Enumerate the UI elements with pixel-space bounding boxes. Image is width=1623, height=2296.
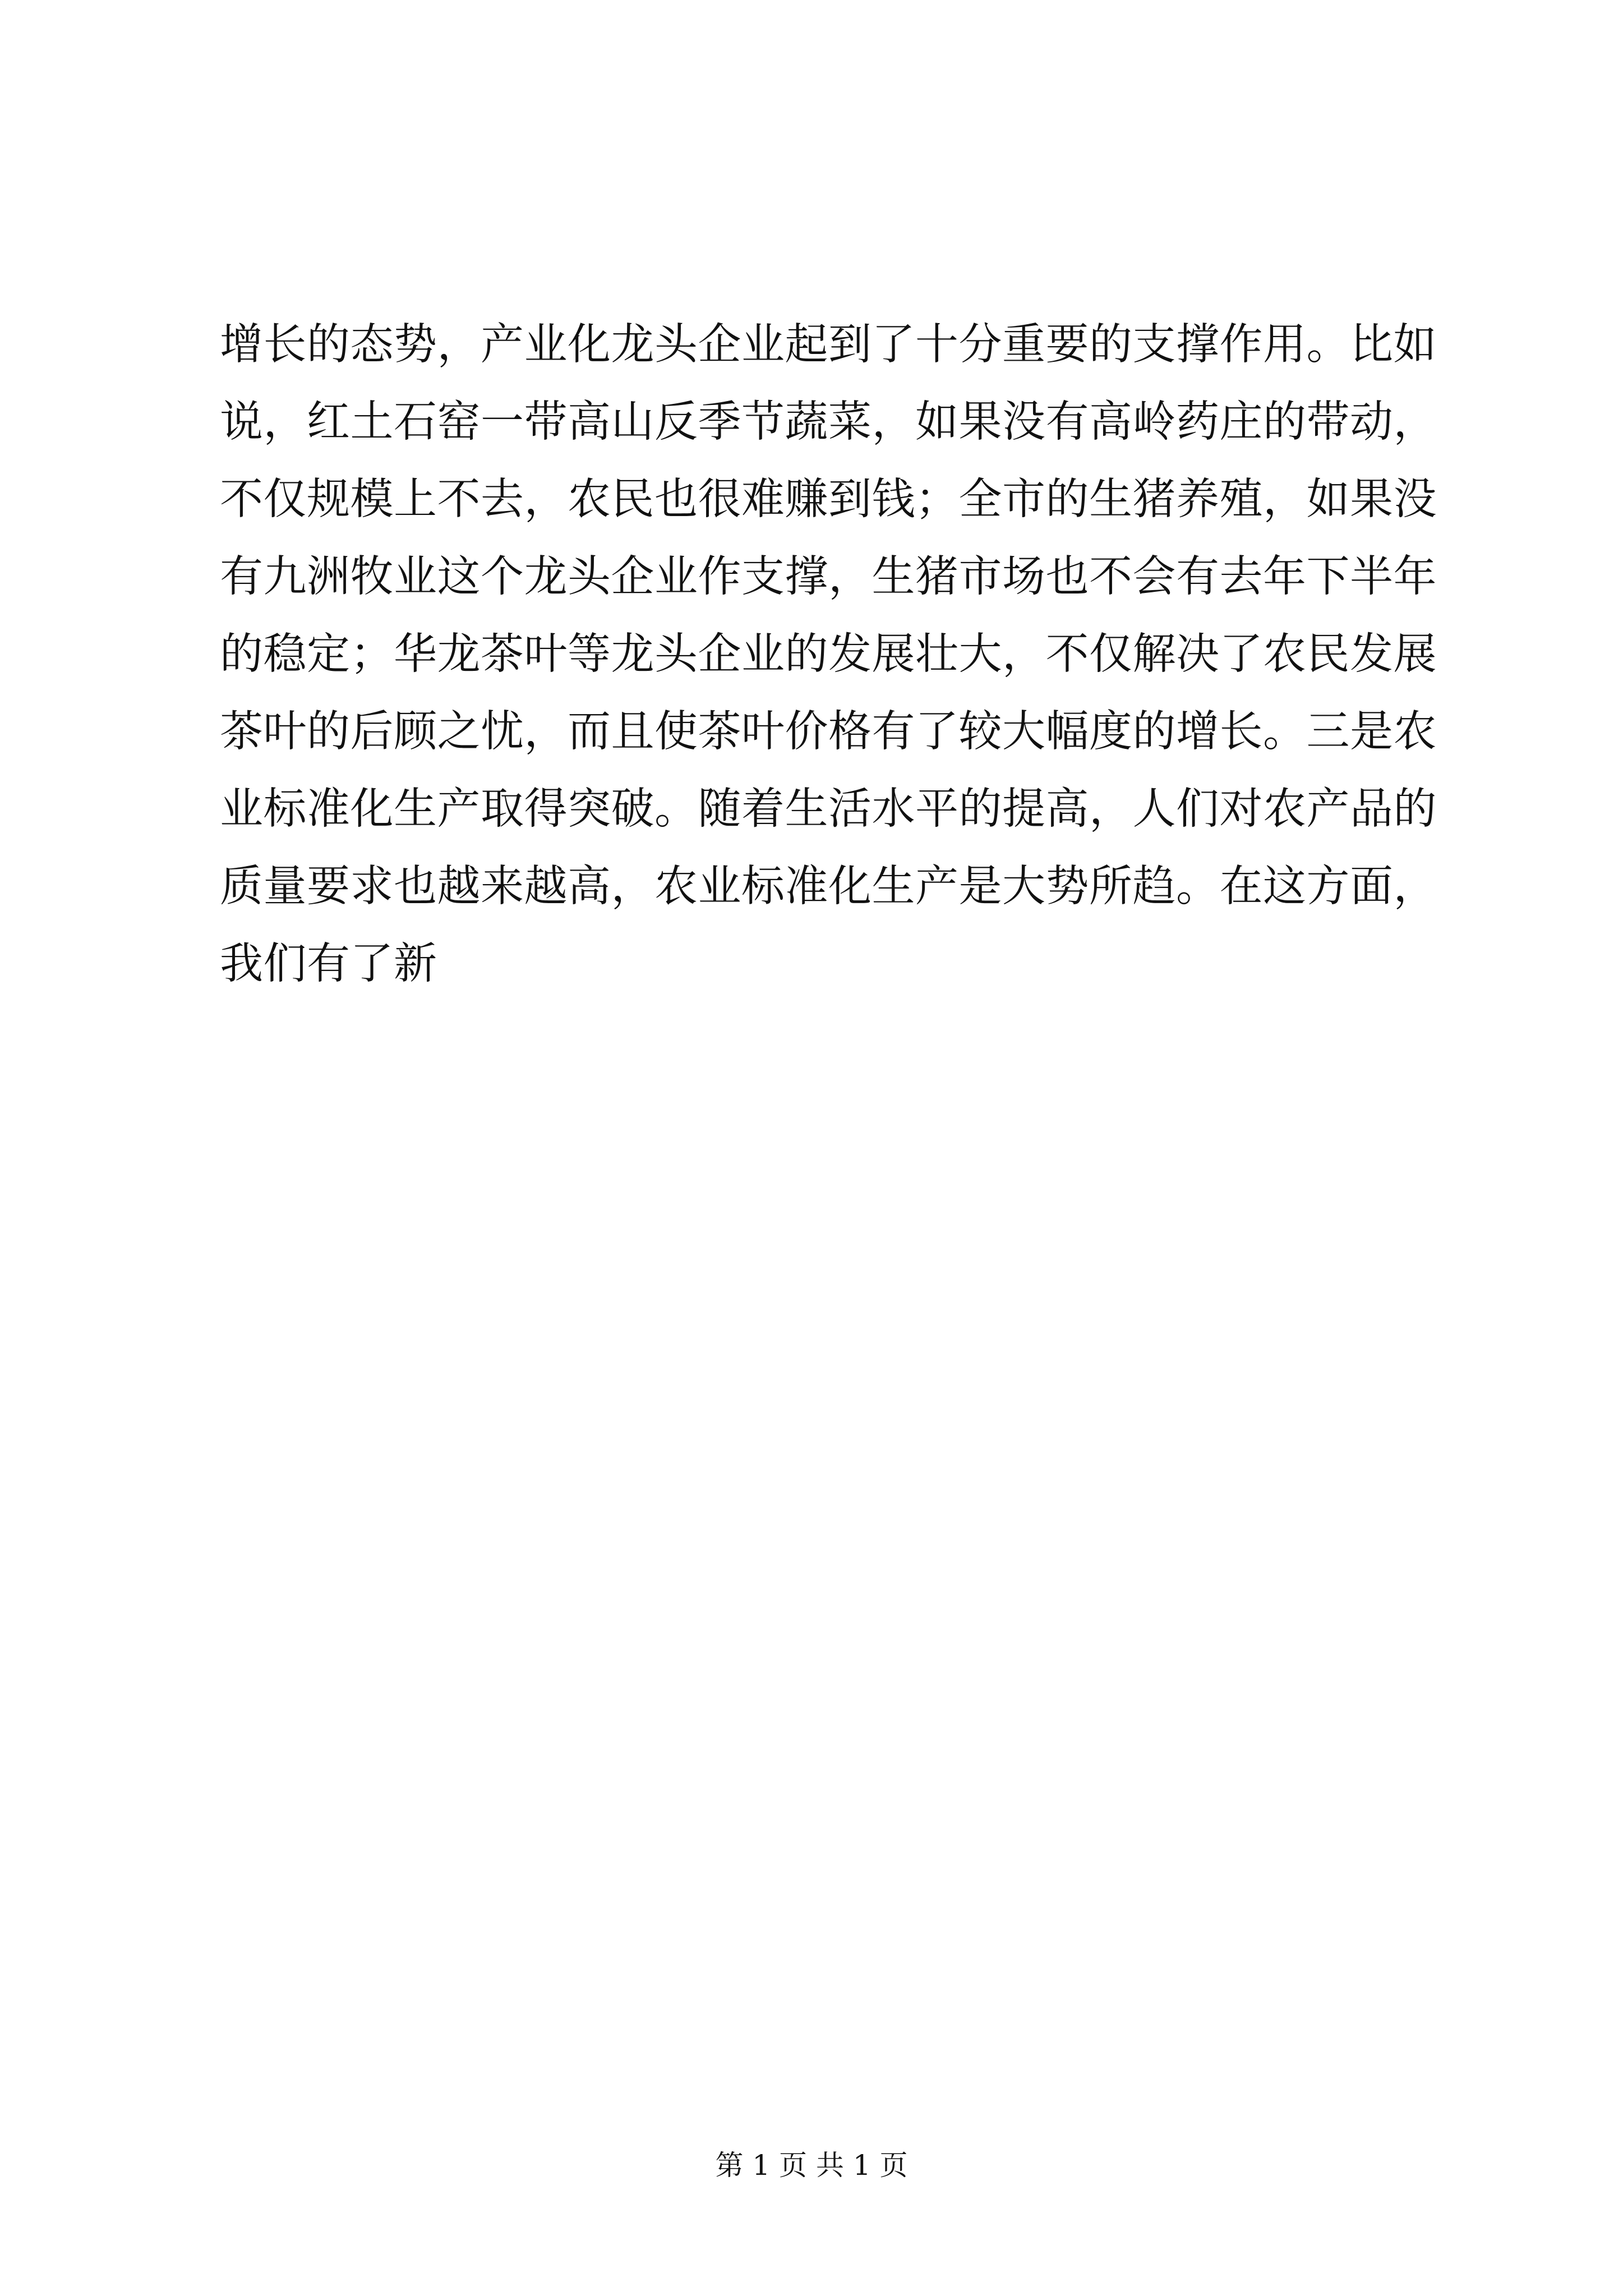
text-line: 业标准化生产取得突破。随着生活水平的提高，人们对农产品的 — [220, 784, 1437, 834]
text-line: 增长的态势，产业化龙头企业起到了十分重要的支撑作用。比如 — [220, 320, 1437, 370]
page-number-footer: 第 1 页 共 1 页 — [715, 2149, 908, 2182]
text-line: 质量要求也越来越高，农业标准化生产是大势所趋。在这方面， — [220, 862, 1437, 912]
text-line: 我们有了新 — [220, 939, 437, 989]
text-line: 的稳定；华龙茶叶等龙头企业的发展壮大，不仅解决了农民发展 — [220, 629, 1437, 679]
text-line: 茶叶的后顾之忧，而且使茶叶价格有了较大幅度的增长。三是农 — [220, 707, 1437, 757]
text-line: 说，红土石窑一带高山反季节蔬菜，如果没有高岭药庄的带动， — [220, 397, 1437, 447]
body-paragraph — [220, 306, 1437, 1003]
text-line: 有九洲牧业这个龙头企业作支撑，生猪市场也不会有去年下半年 — [220, 552, 1437, 602]
text-line: 不仅规模上不去，农民也很难赚到钱；全市的生猪养殖，如果没 — [220, 475, 1437, 524]
